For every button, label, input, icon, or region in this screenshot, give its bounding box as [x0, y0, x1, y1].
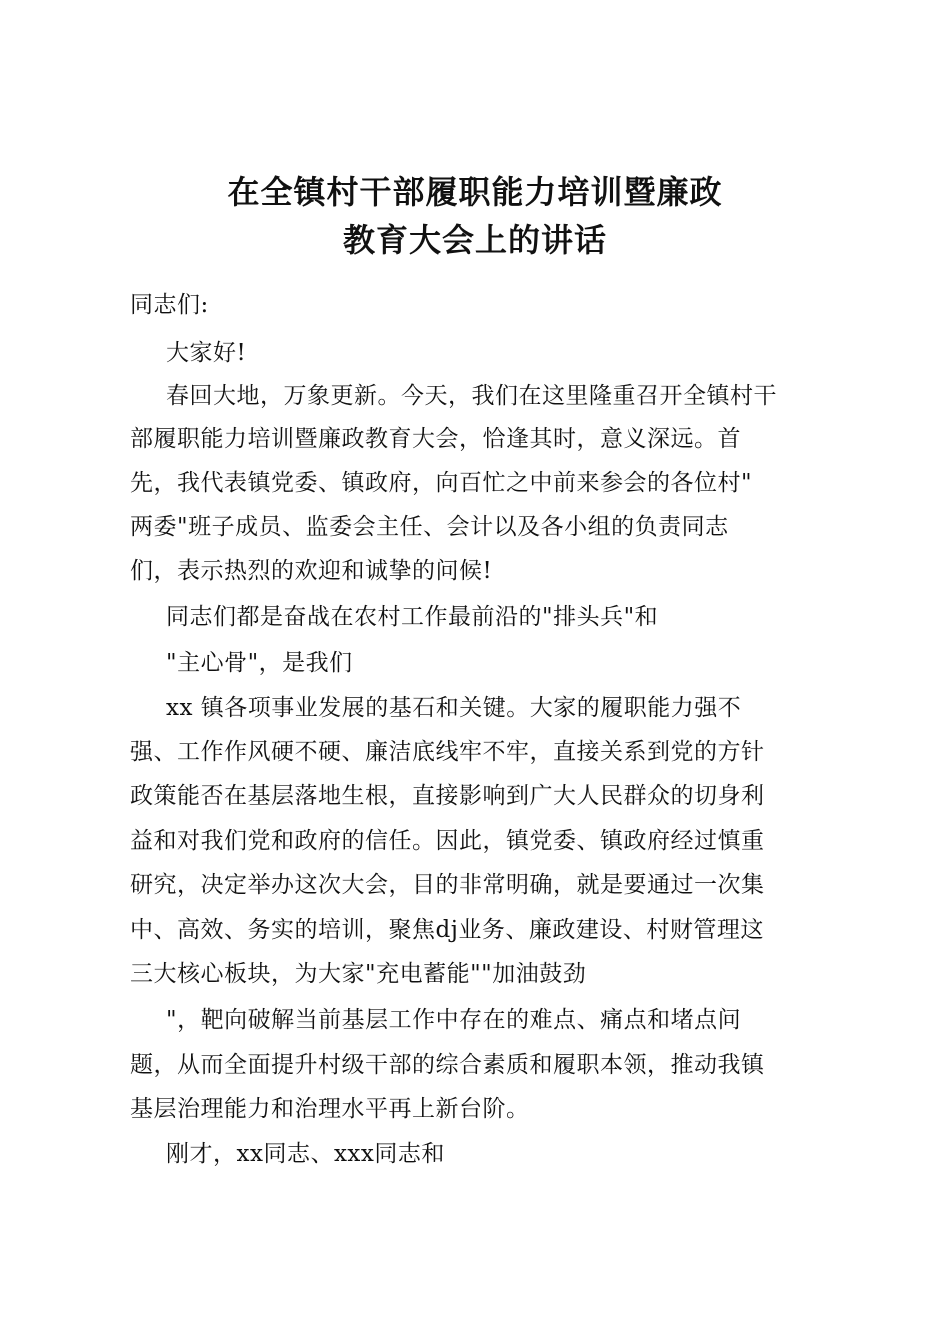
paragraph-line: 刚才，xx同志、xxx同志和 [166, 1141, 445, 1167]
paragraph-line: xx 镇各项事业发展的基石和关键。大家的履职能力强不 [166, 695, 742, 721]
paragraph-line: 们，表示热烈的欢迎和诚挚的问候! [130, 558, 493, 584]
paragraph-line: 益和对我们党和政府的信任。因此，镇党委、镇政府经过慎重 [130, 828, 765, 854]
title-line-2: 教育大会上的讲话 [342, 221, 607, 259]
paragraph-line: 政策能否在基层落地生根，直接影响到广大人民群众的切身利 [130, 783, 765, 809]
paragraph-line: 两委"班子成员、监委会主任、会计以及各小组的负责同志 [130, 514, 729, 540]
paragraph-line: 强、工作作风硬不硬、廉洁底线牢不牢，直接关系到党的方针 [130, 739, 765, 765]
paragraph-line: 先，我代表镇党委、镇政府，向百忙之中前来参会的各位村" [130, 470, 753, 496]
paragraph-line: 三大核心板块，为大家"充电蓄能""加油鼓劲 [130, 961, 587, 987]
title-line-1: 在全镇村干部履职能力培训暨廉政 [227, 173, 723, 211]
paragraph-line: 中、高效、务实的培训，聚焦dj业务、廉政建设、村财管理这 [130, 917, 764, 943]
paragraph-line: 同志们都是奋战在农村工作最前沿的"排头兵"和 [166, 604, 659, 630]
greeting: 大家好! [166, 340, 247, 366]
paragraph-line: 基层治理能力和治理水平再上新台阶。 [130, 1096, 530, 1122]
paragraph-line: 研究，决定举办这次大会，目的非常明确，就是要通过一次集 [130, 872, 765, 898]
paragraph-line: "主心骨"，是我们 [166, 650, 353, 676]
paragraph-line: 题，从而全面提升村级干部的综合素质和履职本领，推动我镇 [130, 1052, 765, 1078]
paragraph-line: "，靶向破解当前基层工作中存在的难点、痛点和堵点问 [166, 1007, 742, 1033]
paragraph-line: 春回大地，万象更新。今天，我们在这里隆重召开全镇村干 [166, 383, 777, 409]
paragraph-line: 部履职能力培训暨廉政教育大会，恰逢其时，意义深远。首 [130, 426, 741, 452]
salutation: 同志们: [130, 292, 209, 318]
